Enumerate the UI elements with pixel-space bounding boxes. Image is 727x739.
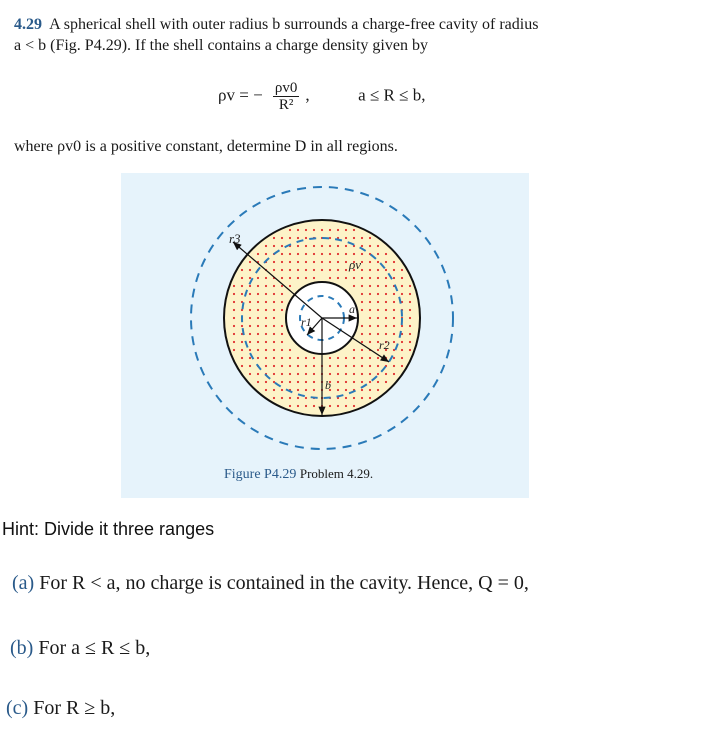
label-a: a [349, 302, 355, 316]
figure-caption [224, 466, 373, 483]
problem-text-2: a < b (Fig. P4.29). If the shell contains a charge density given by [14, 37, 428, 54]
equation-lhs: ρv = − [218, 85, 263, 105]
part-c-text: For R ≥ b, [33, 697, 116, 719]
part-a [12, 572, 529, 595]
problem-text-3: where ρv0 is a positive constant, determine D in all regions. [14, 138, 398, 155]
part-b-text: For a ≤ R ≤ b, [38, 637, 151, 659]
part-c [6, 697, 115, 720]
label-r1: r1 [301, 315, 312, 329]
part-a-text: For R < a, no charge is contained in the cavity. Hence, Q = 0, [39, 572, 529, 594]
label-r3: r3 [229, 231, 241, 246]
part-b [10, 637, 150, 660]
label-r2: r2 [379, 338, 390, 352]
problem-line-2 [14, 37, 428, 55]
equation-comma: , [305, 85, 310, 105]
label-b: b [325, 378, 331, 392]
part-a-label: (a) [12, 572, 35, 594]
figure-caption-text: Problem 4.29. [299, 466, 374, 481]
equation-fraction [273, 80, 300, 113]
charge-density-equation [218, 80, 425, 113]
part-b-label: (b) [10, 637, 34, 659]
equation-numerator: ρv0 [274, 80, 298, 96]
equation-range: a ≤ R ≤ b, [358, 85, 426, 105]
problem-line-3 [14, 138, 398, 156]
equation-denominator: R² [278, 97, 294, 113]
figure-drawing [121, 173, 529, 498]
problem-number: 4.29 [14, 16, 42, 33]
part-c-label: (c) [6, 697, 29, 719]
label-rho: ρv [349, 257, 362, 272]
problem-text-1: A spherical shell with outer radius b surrounds a charge-free cavity of radius [49, 16, 539, 33]
figure-panel [121, 173, 529, 498]
problem-line-1 [14, 16, 538, 34]
hint-text: Hint: Divide it three ranges [2, 519, 215, 539]
figure-caption-label: Figure P4.29 [224, 467, 297, 482]
